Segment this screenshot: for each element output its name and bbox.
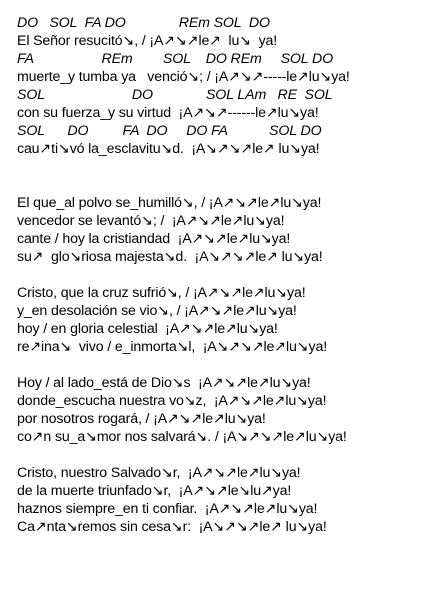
chord-line: SOL DO SOL LAm RE SOL bbox=[17, 87, 333, 103]
lyric-line: por nosotros rogará, / ¡A↗↘↗le↗lu↘ya! bbox=[17, 411, 266, 427]
lyric-line: vencedor se levantó↘; / ¡A↗↘↗le↗lu↘ya! bbox=[17, 213, 285, 229]
lyric-line: co↗n su_a↘mor nos salvará↘. / ¡A↘↗↘↗le↗lu↘ya! bbox=[17, 429, 347, 445]
verse-4 bbox=[17, 374, 423, 446]
lyric-line: re↗ina↘ vivo / e_inmorta↘l, ¡A↘↗↘↗le↗lu↘ya! bbox=[17, 339, 327, 355]
lyric-line: Cristo, nuestro Salvado↘r, ¡A↗↘↗le↗lu↘ya! bbox=[17, 465, 301, 481]
verse-gap bbox=[17, 356, 423, 374]
verse-1 bbox=[17, 14, 423, 158]
verse-gap bbox=[17, 176, 423, 194]
lyric-line: cante / hoy la cristiandad ¡A↗↘↗le↗lu↘ya! bbox=[17, 231, 291, 247]
song-sheet bbox=[17, 14, 423, 536]
lyric-line: donde_escucha nuestra vo↘z, ¡A↗↘↗le↗lu↘ya! bbox=[17, 393, 327, 409]
verse-2 bbox=[17, 194, 423, 266]
chord-line: FA REm SOL DO REm SOL DO bbox=[17, 51, 334, 67]
lyric-line: Hoy / al lado_está de Dio↘s ¡A↗↘↗le↗lu↘ya! bbox=[17, 375, 311, 391]
verse-5 bbox=[17, 464, 423, 536]
lyric-line: haznos siempre_en ti confiar. ¡A↗↘↗le↗lu↘ya! bbox=[17, 501, 318, 517]
lyric-line: de la muerte triunfado↘r, ¡A↗↘↗le↘lu↗ya! bbox=[17, 483, 292, 499]
verse-3 bbox=[17, 284, 423, 356]
lyric-line: con su fuerza_y su virtud ¡A↗↘↗------le↗lu↘ya! bbox=[17, 105, 319, 121]
verse-gap bbox=[17, 158, 423, 176]
lyric-line: su↗ glo↘riosa majesta↘d. ¡A↘↗↘↗le↗ lu↘ya! bbox=[17, 249, 323, 265]
lyric-line: y_en desolación se vio↘, / ¡A↗↘↗le↗lu↘ya! bbox=[17, 303, 297, 319]
verse-gap bbox=[17, 266, 423, 284]
lyric-line: cau↗ti↘vó la_esclavitu↘d. ¡A↘↗↘↗le↗ lu↘ya! bbox=[17, 141, 320, 157]
lyric-line: Ca↗nta↘remos sin cesa↘r: ¡A↘↗↘↗le↗ lu↘ya! bbox=[17, 519, 327, 535]
chord-line: DO SOL FA DO REm SOL DO bbox=[17, 15, 270, 31]
lyric-line: hoy / en gloria celestial ¡A↗↘↗le↗lu↘ya! bbox=[17, 321, 278, 337]
chord-line: SOL DO FA DO DO FA SOL DO bbox=[17, 123, 322, 139]
lyric-line: El que_al polvo se_humilló↘, / ¡A↗↘↗le↗lu↘ya! bbox=[17, 195, 322, 211]
lyric-line: muerte_y tumba ya venció↘; / ¡A↗↘↗-----le↗lu↘ya! bbox=[17, 69, 350, 85]
lyric-line: Cristo, que la cruz sufrió↘, / ¡A↗↘↗le↗lu↘ya! bbox=[17, 285, 306, 301]
lyric-line: El Señor resucitó↘, / ¡A↗↘↗le↗ lu↘ ya! bbox=[17, 33, 278, 49]
verse-gap bbox=[17, 446, 423, 464]
